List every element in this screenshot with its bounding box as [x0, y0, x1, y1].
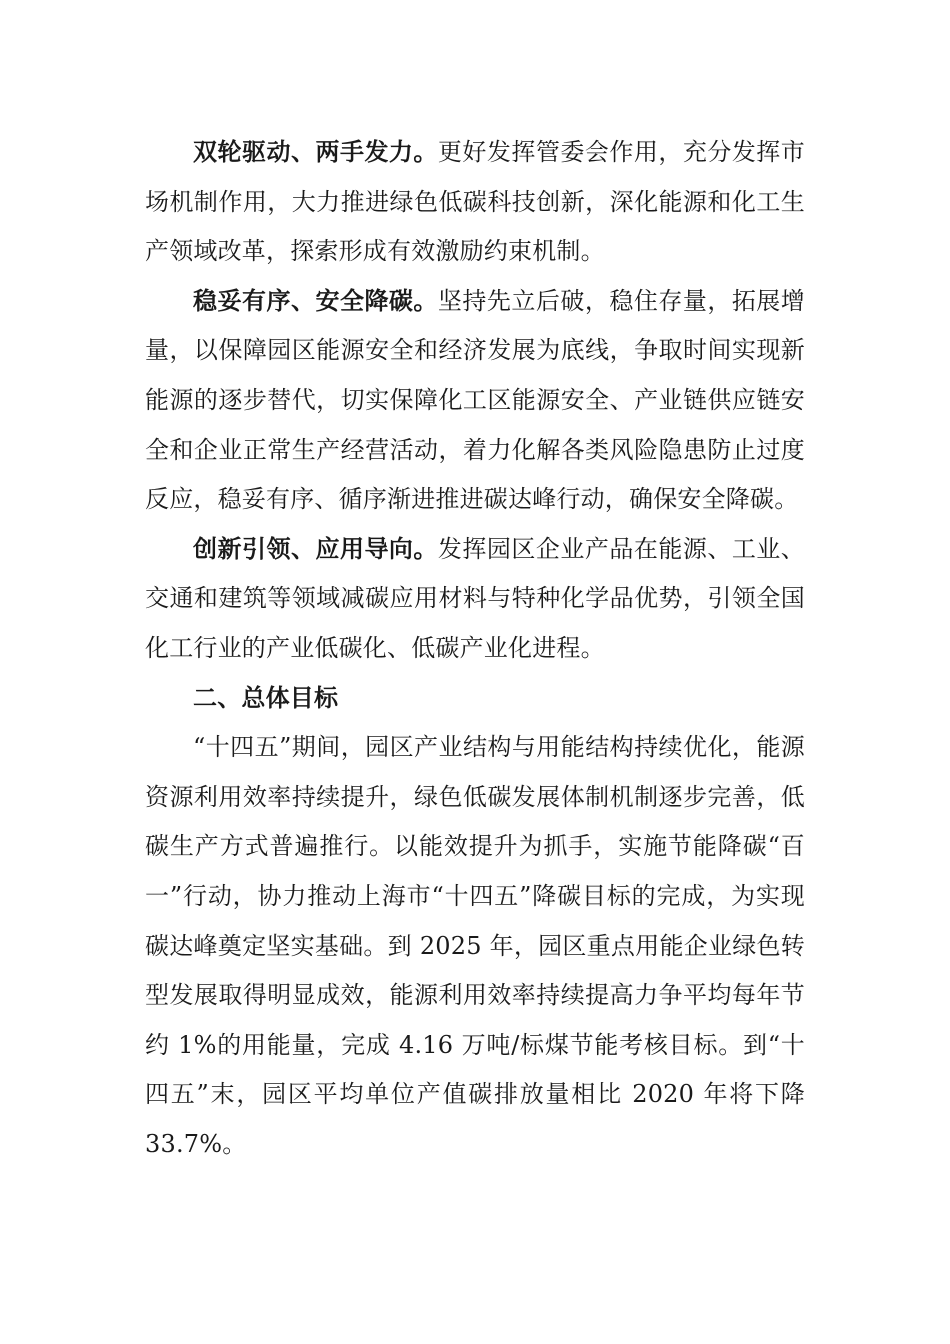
- paragraph-overall-goals: “十四五”期间，园区产业结构与用能结构持续优化，能源资源利用效率持续提升，绿色低碳发展体制机制逐步完善，低碳生产方式普遍推行。以能效提升为抓手，实施节能降碳“百一”行动，协力推动上海市“十四五”降碳目标的完成，为实现碳达峰奠定坚实基础。到 2025 年，园区重点用能企业绿色转型发展取得明显成效，能源利用效率持续提高力争平均每年节约 1%的用能量，完成 4.16 万吨/标煤节能考核目标。到“十四五”末，园区平均单位产值碳排放量相比 2020 年将下降 33.7%。: [145, 733, 805, 1158]
- paragraph-safe-carbon-reduction: [145, 277, 805, 525]
- paragraph-lead: 创新引领、应用导向。: [193, 534, 438, 563]
- paragraph-text: 更好发挥管委会作用，充分发挥市场机制作用，大力推进绿色低碳科技创新，深化能源和化工生产领域改革，探索形成有效激励约束机制。: [145, 138, 806, 266]
- section-heading: 二、总体目标: [193, 683, 339, 712]
- paragraph-text: 发挥园区企业产品在能源、工业、交通和建筑等领域减碳应用材料与特种化学品优势，引领全国化工行业的产业低碳化、低碳产业化进程。: [145, 534, 806, 662]
- paragraph-lead: 双轮驱动、两手发力。: [193, 138, 438, 166]
- document-page: [145, 128, 805, 1169]
- paragraph-lead: 稳妥有序、安全降碳。: [193, 286, 438, 315]
- paragraph-dual-drive: [145, 128, 805, 277]
- paragraph-innovation-led: [145, 525, 805, 674]
- paragraph-text: 坚持先立后破，稳住存量，拓展增量，以保障园区能源安全和经济发展为底线，争取时间实现新能源的逐步替代，切实保障化工区能源安全、产业链供应链安全和企业正常生产经营活动，着力化解各类风险隐患防止过度反应，稳妥有序、循序渐进推进碳达峰行动，确保安全降碳。: [145, 286, 806, 514]
